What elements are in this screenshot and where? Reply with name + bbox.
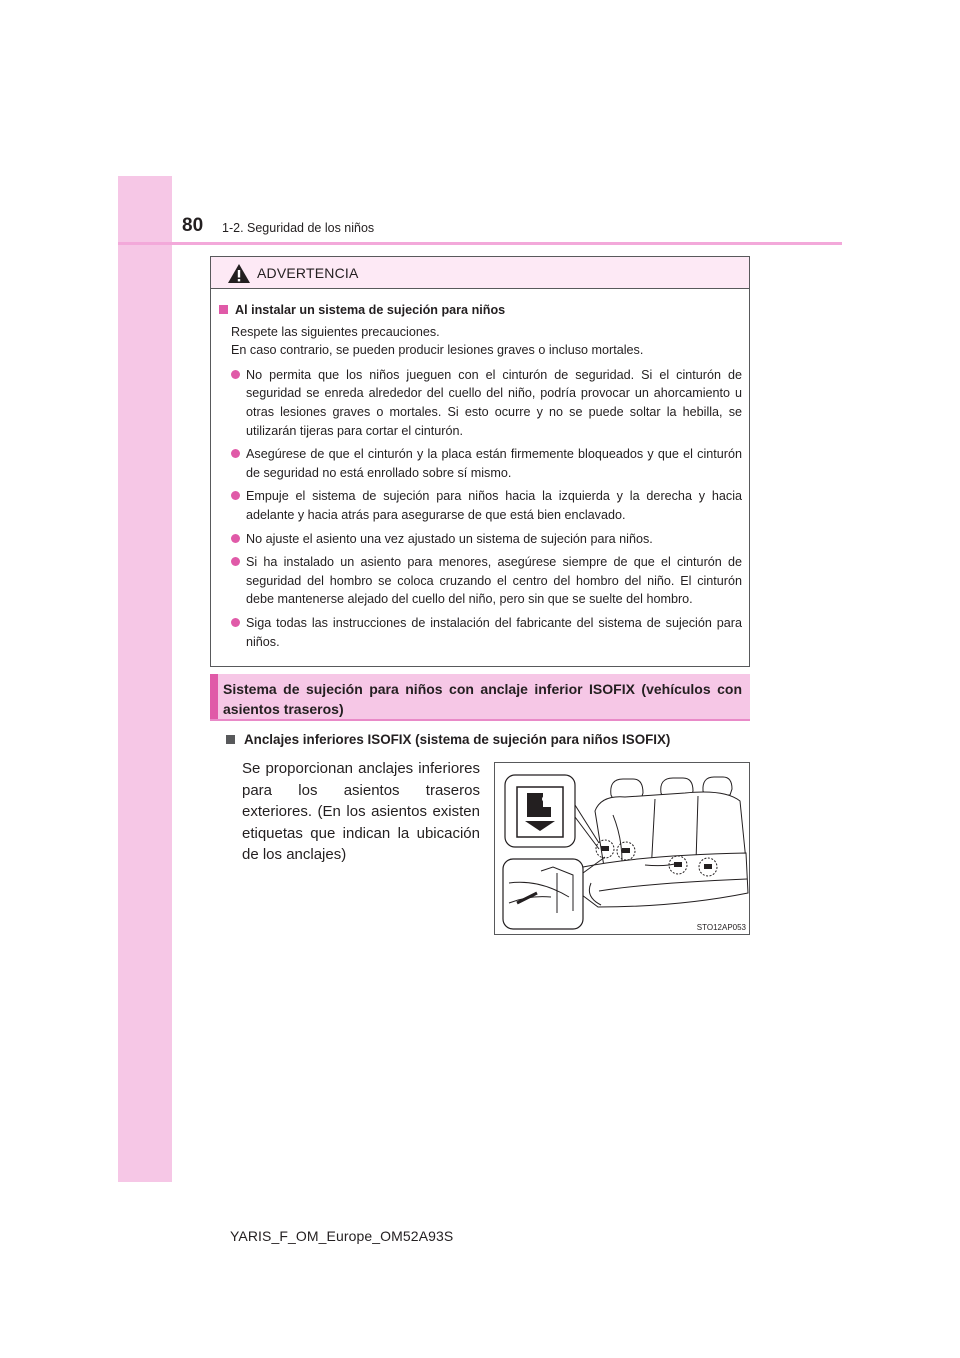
round-bullet-icon bbox=[231, 557, 240, 566]
section-heading-bar bbox=[210, 674, 750, 721]
warning-title: ADVERTENCIA bbox=[257, 265, 359, 281]
header-rule bbox=[118, 242, 842, 245]
heading-accent bbox=[210, 674, 218, 719]
warning-item-text: No permita que los niños jueguen con el cinturón de seguridad. Si el cinturón de seguridad se enreda alrededor del cuello del niño, podría provocar un ahorcamiento u otras lesiones graves o mortales. Si esto ocurre y no se puede soltar la hebilla, se utilizarán tijeras para cortar el cinturón. bbox=[246, 367, 742, 438]
round-bullet-icon bbox=[231, 449, 240, 458]
warning-item bbox=[219, 366, 742, 440]
sub-heading bbox=[226, 732, 670, 747]
warning-item-text: Empuje el sistema de sujeción para niños hacia la izquierda y la derecha y hacia adelante y hacia atrás para asegurarse de que está bien enclavado. bbox=[246, 489, 742, 522]
warning-item bbox=[219, 487, 742, 524]
warning-item bbox=[219, 445, 742, 482]
warning-triangle-icon bbox=[227, 263, 251, 284]
footer-code: YARIS_F_OM_Europe_OM52A93S bbox=[230, 1228, 454, 1244]
warning-item-text: Si ha instalado un asiento para menores, asegúrese siempre de que el cinturón de seguridad del hombro se coloca cruzando el centro del hombro del niño. El cinturón debe mantenerse alejado del cuello del niño, pero sin que se suelte del hombro. bbox=[246, 555, 742, 607]
sub-heading-text: Anclajes inferiores ISOFIX (sistema de sujeción para niños ISOFIX) bbox=[244, 732, 671, 747]
round-bullet-icon bbox=[231, 491, 240, 500]
round-bullet-icon bbox=[231, 534, 240, 543]
warning-item bbox=[219, 553, 742, 609]
warning-body bbox=[211, 289, 749, 651]
warning-subheading bbox=[219, 301, 742, 320]
warning-intro-line: En caso contrario, se pueden producir lesiones graves o incluso mortales. bbox=[231, 343, 644, 358]
square-bullet-icon bbox=[219, 305, 228, 314]
side-band bbox=[118, 176, 172, 1182]
warning-box bbox=[210, 256, 750, 667]
warning-intro bbox=[219, 323, 742, 360]
page-number: 80 bbox=[182, 215, 204, 236]
section-title: 1-2. Seguridad de los niños bbox=[222, 221, 375, 235]
warning-header bbox=[211, 257, 749, 289]
warning-list bbox=[219, 366, 742, 651]
warning-subheading-text: Al instalar un sistema de sujeción para niños bbox=[235, 303, 506, 317]
round-bullet-icon bbox=[231, 370, 240, 379]
square-bullet-icon bbox=[226, 735, 235, 744]
isofix-figure bbox=[494, 762, 750, 935]
warning-item-text: No ajuste el asiento una vez ajustado un sistema de sujeción para niños. bbox=[246, 531, 653, 546]
warning-item-text: Asegúrese de que el cinturón y la placa están firmemente bloqueados y que el cinturón de seguridad no está enrollado sobre sí mismo. bbox=[246, 447, 742, 480]
rear-seat-illustration bbox=[495, 763, 751, 936]
warning-intro-line: Respete las siguientes precauciones. bbox=[231, 324, 440, 339]
body-paragraph: Se proporcionan anclajes inferiores para los asientos traseros exteriores. (En los asientos existen etiquetas que indican la ubicación de los anclajes) bbox=[242, 760, 480, 863]
warning-item bbox=[219, 530, 742, 549]
warning-item bbox=[219, 614, 742, 651]
figure-code: STO12AP053 bbox=[696, 923, 746, 932]
round-bullet-icon bbox=[231, 618, 240, 627]
warning-item-text: Siga todas las instrucciones de instalación del fabricante del sistema de sujeción para niños. bbox=[246, 615, 742, 649]
section-heading: Sistema de sujeción para niños con anclaje inferior ISOFIX (vehículos con asientos traseros) bbox=[223, 681, 742, 717]
